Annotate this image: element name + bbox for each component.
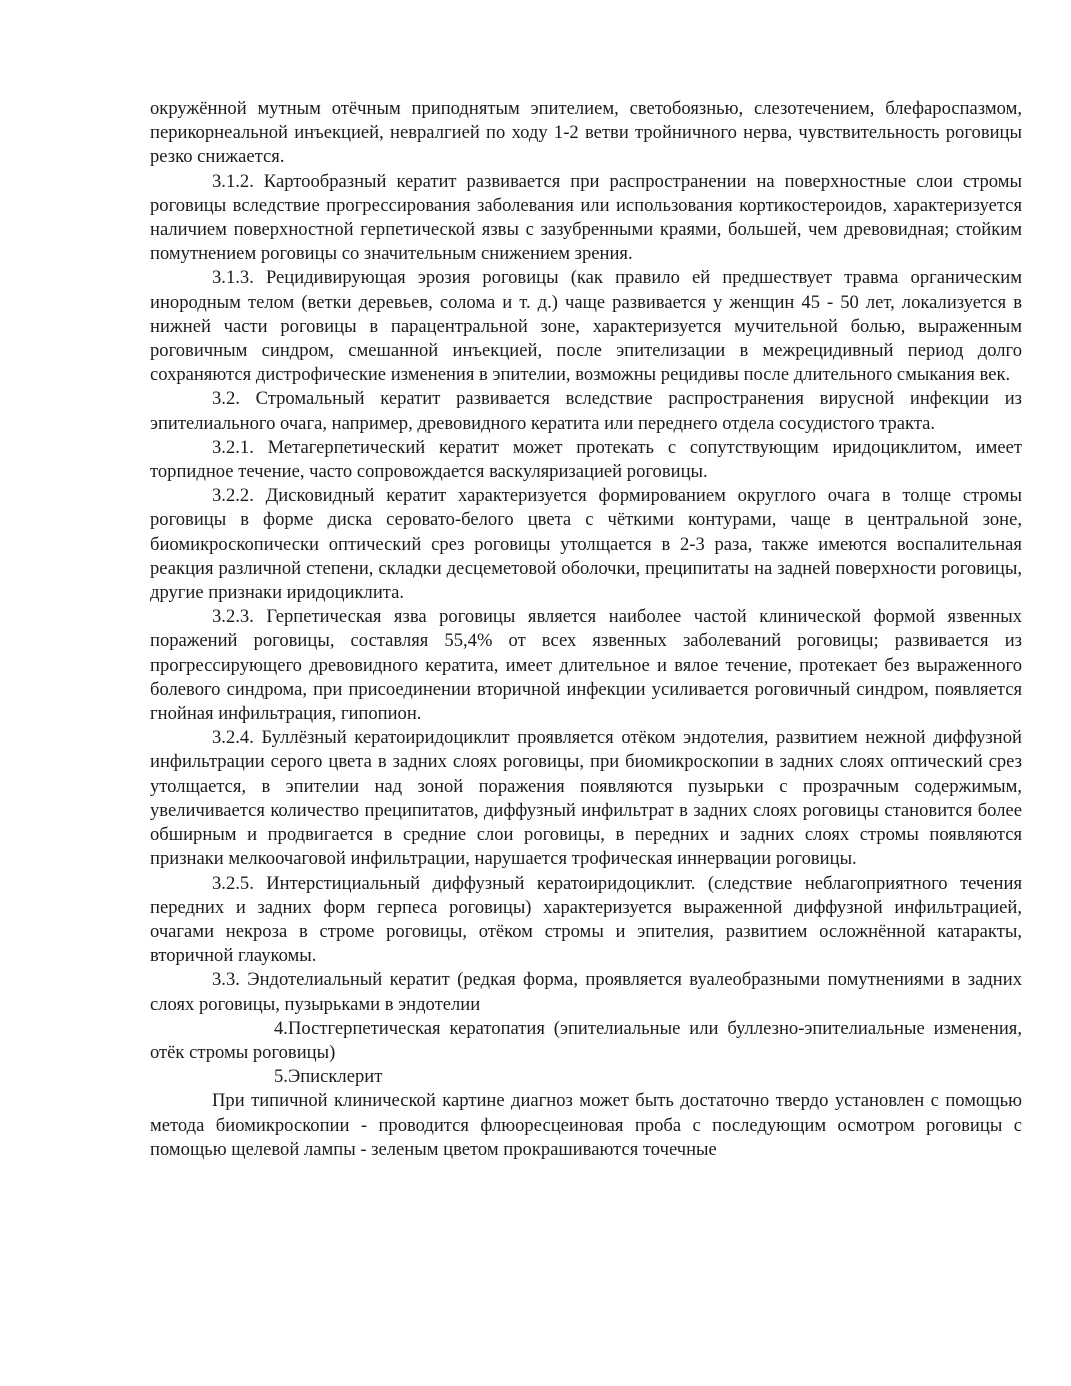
item-number: 5. (274, 1066, 288, 1088)
item-text: Постгерпетическая кератопатия (эпителиальные или буллезно-эпителиальные изменения, отёк стромы роговицы) (150, 1017, 1022, 1063)
paragraph-3-1-3: 3.1.3. Рецидивирующая эрозия роговицы (как правило ей предшествует травма органическим инородным телом (ветки деревьев, солома и т. д.) чаще развивается у женщин 45 - 50 лет, локализуется в нижней части роговицы в парацентральной зоне, характеризуется мучительной болью, выраженным роговичным синдром, смешанной инъекцией, после эпителизации в межрецидивный период долго сохраняются дистрофические изменения в эпителии, возможны рецидивы после длительного смыкания век. (150, 267, 1022, 386)
paragraph-3-2-5: 3.2.5. Интерстициальный диффузный кератоиридоциклит. (следствие неблагоприятного течения передних и задних форм герпеса роговицы) характеризуется выраженной диффузной инфильтрацией, очагами некроза в строме роговицы, отёком стромы и эпителия, развитием осложнённой катаракты, вторичной глаукомы. (150, 872, 1022, 967)
paragraph-3-2-2: 3.2.2. Дисковидный кератит характеризуется формированием округлого очага в толще стромы роговицы в форме диска серовато-белого цвета с чёткими контурами, чаще в центральной зоне, биомикроскопически оптический срез роговицы утолщается в 2-3 раза, также имеются воспалительная реакция различной степени, складки десцеметовой оболочки, преципитаты на задней поверхности роговицы, другие признаки иридоциклита. (150, 485, 1022, 604)
item-number: 4. (274, 1017, 288, 1039)
paragraph-3-1-2: 3.1.2. Картообразный кератит развивается при распространении на поверхностные слои стромы роговицы вследствие прогрессирования заболевания или использования кортикостероидов, характеризуется наличием поверхностной герпетической язвы с зазубренными краями, большей, чем древовидная; стойким помутнением роговицы со значительным снижением зрения. (150, 170, 1022, 265)
paragraph-continuation: окружённой мутным отёчным приподнятым эпителием, светобоязнью, слезотечением, блефароспазмом, перикорнеальной инъекцией, невралгией по ходу 1-2 ветви тройничного нерва, чувствительность роговицы резко снижается. (150, 98, 1022, 168)
paragraph-3-3: 3.3. Эндотелиальный кератит (редкая форма, проявляется вуалеобразными помутнениями в задних слоях роговицы, пузырьками в эндотелии (150, 969, 1022, 1015)
paragraph-3-2: 3.2. Стромальный кератит развивается вследствие распространения вирусной инфекции из эпителиального очага, например, древовидного кератита или переднего отдела сосудистого тракта. (150, 388, 1022, 434)
paragraph-3-2-1: 3.2.1. Метагерпетический кератит может протекать с сопутствующим иридоциклитом, имеет торпидное течение, часто сопровождается васкуляризацией роговицы. (150, 436, 1022, 483)
item-text: Эписклерит (287, 1066, 383, 1088)
paragraph-diagnosis: При типичной клинической картине диагноз может быть достаточно твердо установлен с помощью метода биомикроскопии - проводится флюоресцеиновая проба с последующим осмотром роговицы с помощью щелевой лампы - зеленым цветом прокрашиваются точечные (150, 1090, 1022, 1160)
paragraph-3-2-4: 3.2.4. Буллёзный кератоиридоциклит проявляется отёком эндотелия, развитием нежной диффузной инфильтрации серого цвета в задних слоях роговицы, при биомикроскопии в задних слоях оптический срез утолщается, в эпителии над зоной поражения появляются пузырьки с прозрачным содержимым, увеличивается количество преципитатов, диффузный инфильтрат в задних слоях роговицы становится более обширным и продвигается в средние слои роговицы, в передних и задних слоях стромы появляются признаки мелкоочаговой инфильтрации, нарушается трофическая иннервации роговицы. (150, 727, 1022, 870)
paragraph-3-2-3: 3.2.3. Герпетическая язва роговицы является наиболее частой клинической формой язвенных поражений роговицы, составляя 55,4% от всех язвенных заболеваний роговицы; развивается из прогрессирующего древовидного кератита, имеет длительное и вялое течение, протекает без выраженного болевого синдрома, при присоединении вторичной инфекции усиливается роговичный синдром, появляется гнойная инфильтрация, гипопион. (150, 606, 1022, 725)
paragraph-item-5 (150, 1065, 1022, 1089)
document-page (150, 97, 1022, 1162)
paragraph-item-4 (150, 1017, 1022, 1065)
